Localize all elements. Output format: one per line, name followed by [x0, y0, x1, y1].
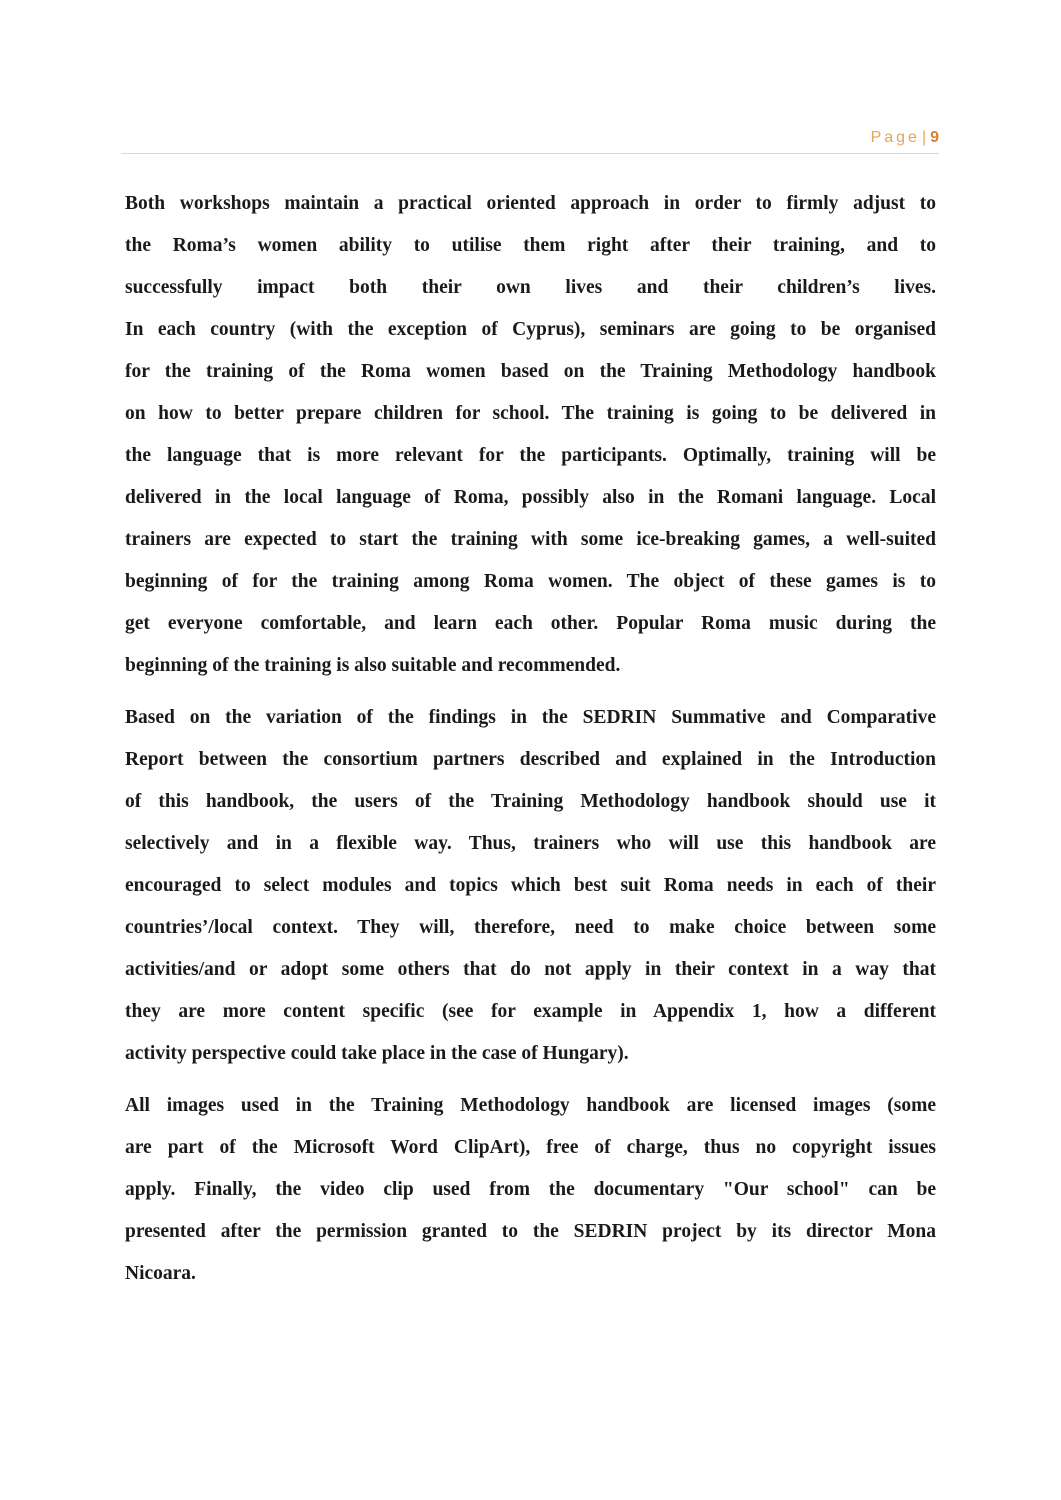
- text-line: encouraged to select modules and topics which best suit Roma needs in each of their: [125, 875, 936, 896]
- text-line: Both workshops maintain a practical oriented approach in order to firmly adjust to: [125, 193, 936, 214]
- text-line: In each country (with the exception of Cyprus), seminars are going to be organised: [125, 319, 936, 340]
- paragraph-workshops: [125, 183, 936, 687]
- text-line: are part of the Microsoft Word ClipArt), free of charge, thus no copyright issues: [125, 1137, 936, 1158]
- text-line: get everyone comfortable, and learn each other. Popular Roma music during the: [125, 613, 936, 634]
- text-line: for the training of the Roma women based on the Training Methodology handbook: [125, 361, 936, 382]
- paragraph-sedrin-findings: [125, 697, 936, 1075]
- page-separator: |: [921, 129, 927, 146]
- text-line: Nicoara.: [125, 1263, 196, 1284]
- text-line: Based on the variation of the findings in the SEDRIN Summative and Comparative: [125, 707, 936, 728]
- text-line: trainers are expected to start the training with some ice-breaking games, a well-suited: [125, 529, 936, 550]
- text-line: of this handbook, the users of the Training Methodology handbook should use it: [125, 791, 936, 812]
- page-label: Page: [870, 129, 920, 146]
- text-line: apply. Finally, the video clip used from the documentary "Our school" can be: [125, 1179, 936, 1200]
- text-line: on how to better prepare children for school. The training is going to be delivered in: [125, 403, 936, 424]
- text-line: presented after the permission granted to the SEDRIN project by its director Mona: [125, 1221, 936, 1242]
- page-number: 9: [930, 129, 939, 146]
- text-line: Report between the consortium partners described and explained in the Introduction: [125, 749, 936, 770]
- text-line: the language that is more relevant for the participants. Optimally, training will be: [125, 445, 936, 466]
- page-header: [121, 127, 939, 154]
- text-line: countries’/local context. They will, therefore, need to make choice between some: [125, 917, 936, 938]
- text-line: selectively and in a flexible way. Thus, trainers who will use this handbook are: [125, 833, 936, 854]
- text-line: the Roma’s women ability to utilise them right after their training, and to: [125, 235, 936, 256]
- text-line: activities/and or adopt some others that do not apply in their context in a way that: [125, 959, 936, 980]
- text-line: beginning of the training is also suitable and recommended.: [125, 655, 621, 676]
- paragraph-images-licensing: [125, 1085, 936, 1295]
- text-line: successfully impact both their own lives and their children’s lives.: [125, 277, 936, 298]
- text-line: activity perspective could take place in the case of Hungary).: [125, 1043, 629, 1064]
- text-line: they are more content specific (see for example in Appendix 1, how a different: [125, 1001, 936, 1022]
- text-line: All images used in the Training Methodology handbook are licensed images (some: [125, 1095, 936, 1116]
- text-line: delivered in the local language of Roma, possibly also in the Romani language. Local: [125, 487, 936, 508]
- body-text: [125, 183, 936, 1305]
- text-line: beginning of for the training among Roma women. The object of these games is to: [125, 571, 936, 592]
